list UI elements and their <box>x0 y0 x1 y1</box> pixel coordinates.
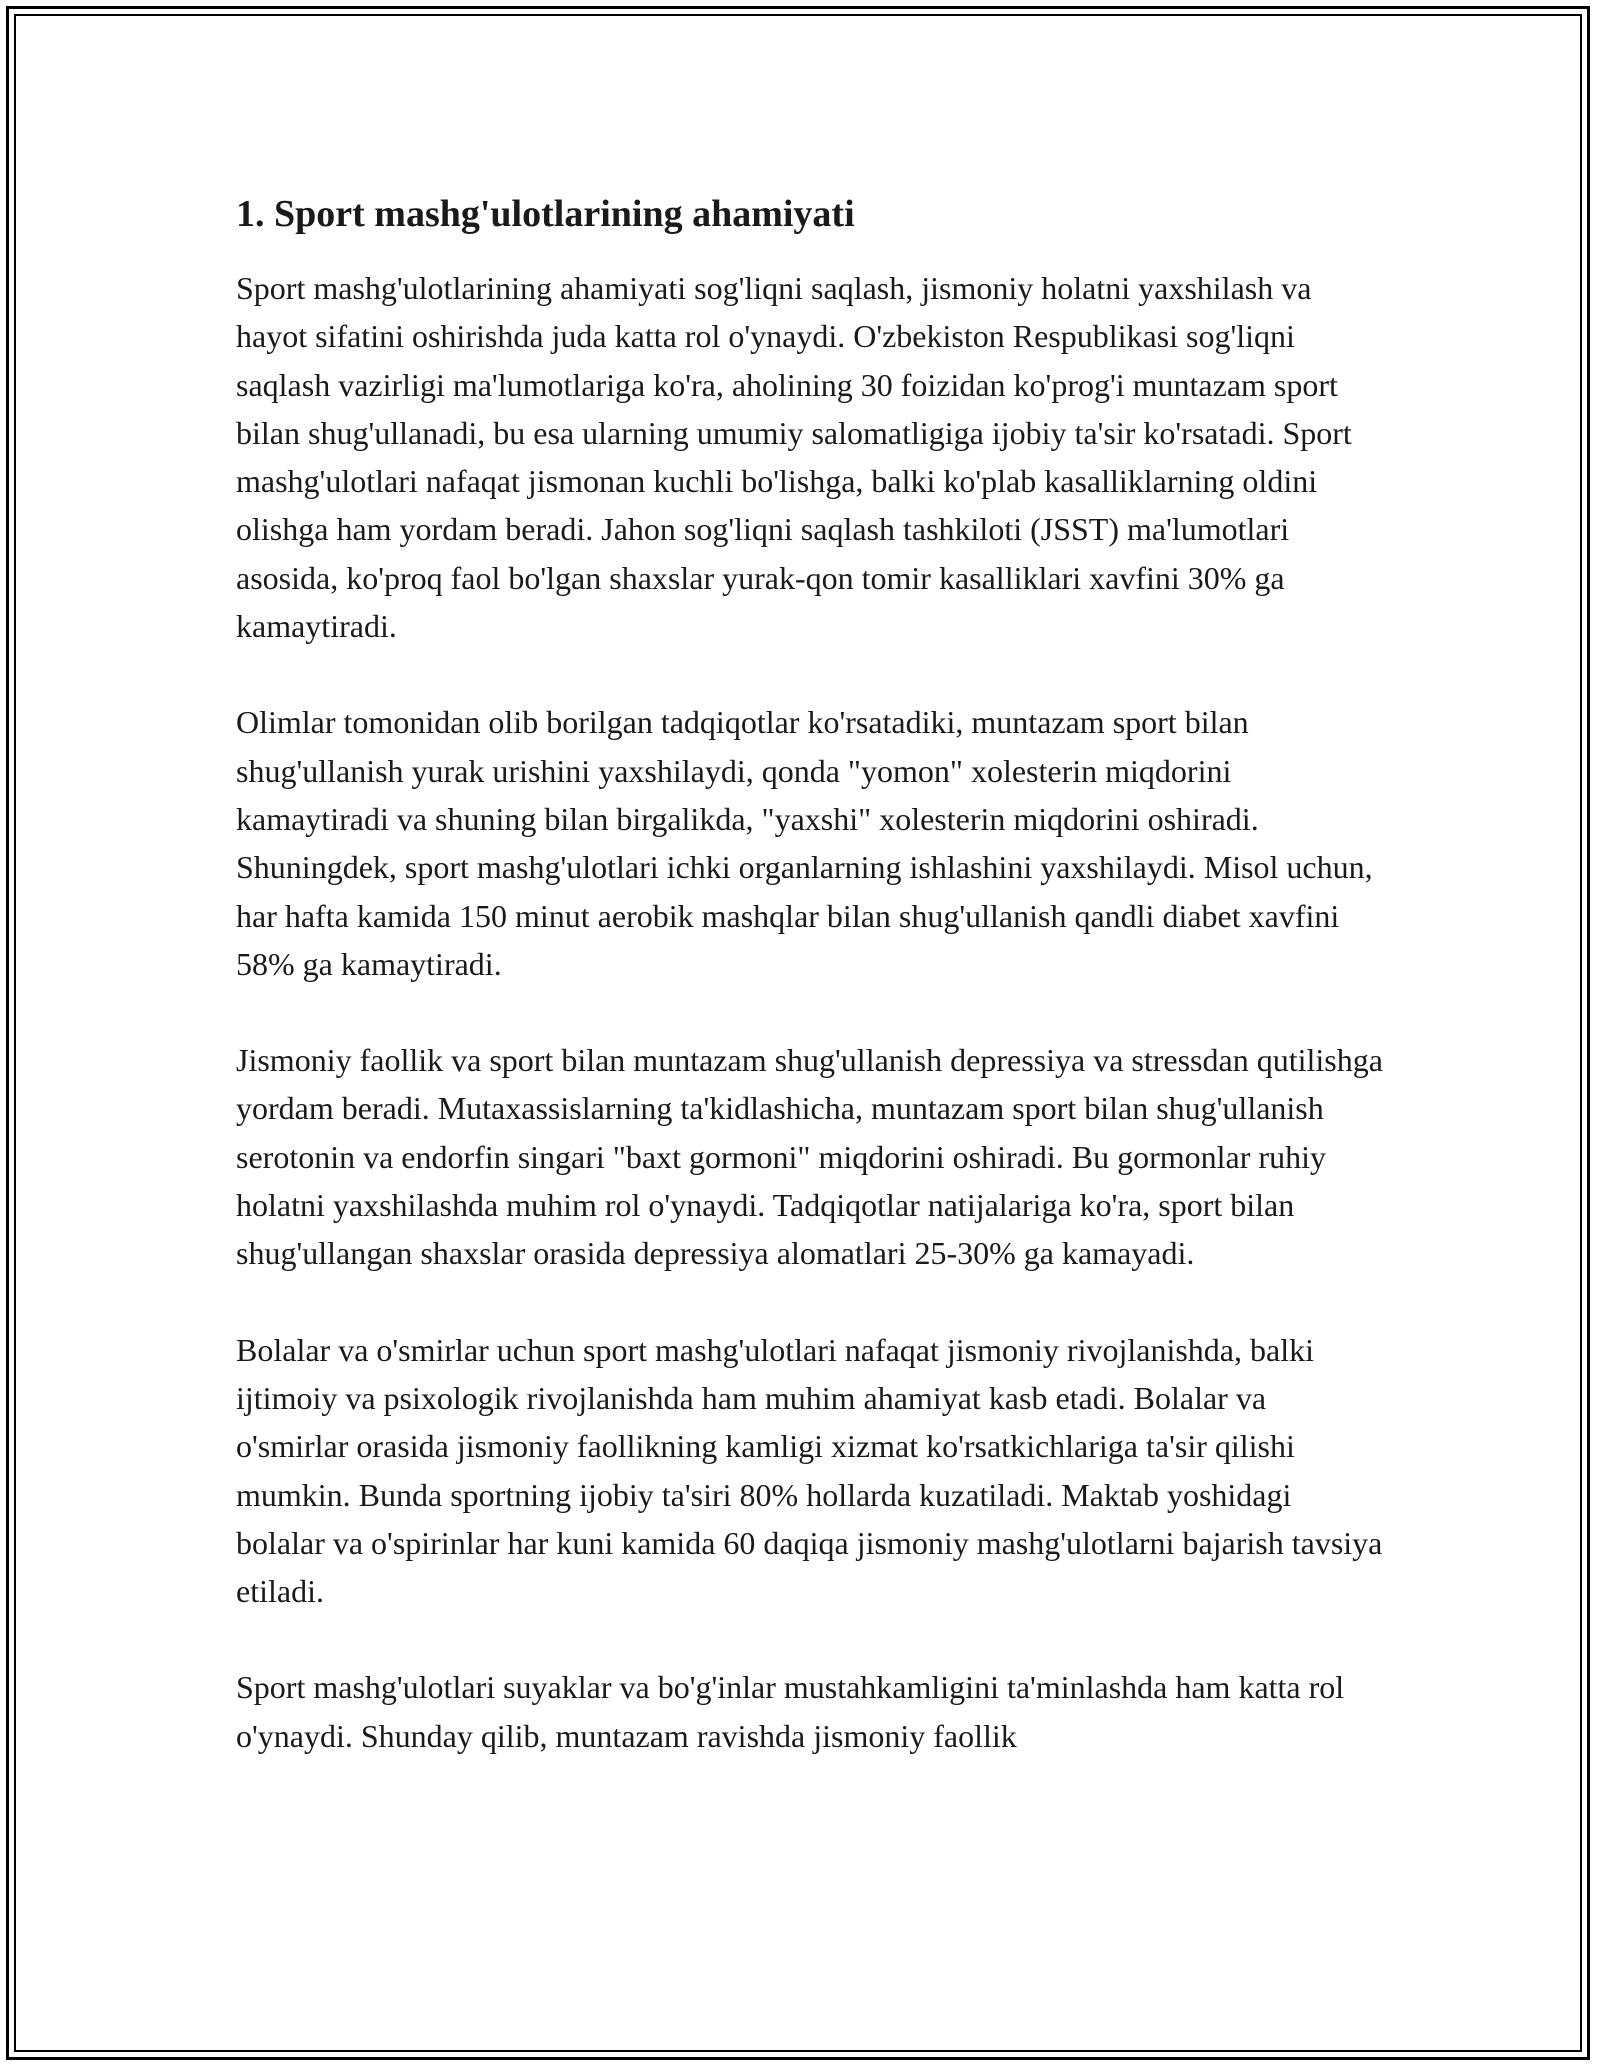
section-heading: 1. Sport mashg'ulotlarining ahamiyati <box>236 193 855 235</box>
paragraph-5: Sport mashg'ulotlari suyaklar va bo'g'inlar mustahkamligini ta'minlashda ham katta rol o'ynaydi. Shunday qilib, muntazam ravishda jismoniy faollik <box>236 1669 1345 1754</box>
paragraph-1: Sport mashg'ulotlarining ahamiyati sog'liqni saqlash, jismoniy holatni yaxshilash va hayot sifatini oshirishda juda katta rol o'ynaydi. O'zbekiston Respublikasi sog'liqni saqlash vazirligi ma'lumotlariga ko'ra, aholining 30 foizidan ko'prog'i muntazam sport bilan shug'ullanadi, bu esa ularning umumiy salomatligiga ijobiy ta'sir ko'rsatadi. Sport mashg'ulotlari nafaqat jismonan kuchli bo'lishga, balki ko'plab kasalliklarning oldini olishga ham yordam beradi. Jahon sog'liqni saqlash tashkiloti (JSST) ma'lumotlari asosida, ko'proq faol bo'lgan shaxslar yurak-qon tomir kasalliklari xavfini 30% ga kamaytiradi. <box>236 270 1352 645</box>
paragraph-2: Olimlar tomonidan olib borilgan tadqiqotlar ko'rsatadiki, muntazam sport bilan shug'ullanish yurak urishini yaxshilaydi, qonda "yomon" xolesterin miqdorini kamaytiradi va shuning bilan birgalikda, "yaxshi" xolesterin miqdorini oshiradi. Shuningdek, sport mashg'ulotlari ichki organlarning ishlashini yaxshilaydi. Misol uchun, har hafta kamida 150 minut aerobik mashqlar bilan shug'ullanish qandli diabet xavfini 58% ga kamaytiradi. <box>236 704 1373 982</box>
paragraph-4: Bolalar va o'smirlar uchun sport mashg'ulotlari nafaqat jismoniy rivojlanishda, balki ijtimoiy va psixologik rivojlanishda ham muhim ahamiyat kasb etadi. Bolalar va o'smirlar orasida jismoniy faollikning kamligi xizmat ko'rsatkichlariga ta'sir qilishi mumkin. Bunda sportning ijobiy ta'siri 80% hollarda kuzatiladi. Maktab yoshidagi bolalar va o'spirinlar har kuni kamida 60 daqiqa jismoniy mashg'ulotlarni bajarish tavsiya etiladi. <box>236 1331 1383 1610</box>
document-body <box>236 190 1386 1760</box>
paragraph-3: Jismoniy faollik va sport bilan muntazam shug'ullanish depressiya va stressdan qutilishga yordam beradi. Mutaxassislarning ta'kidlashicha, muntazam sport bilan shug'ullanish serotonin va endorfin singari "baxt gormoni" miqdorini oshiradi. Bu gormonlar ruhiy holatni yaxshilashda muhim rol o'ynaydi. Tadqiqotlar natijalariga ko'ra, sport bilan shug'ullangan shaxslar orasida depressiya alomatlari 25-30% ga kamayadi. <box>236 1042 1383 1272</box>
